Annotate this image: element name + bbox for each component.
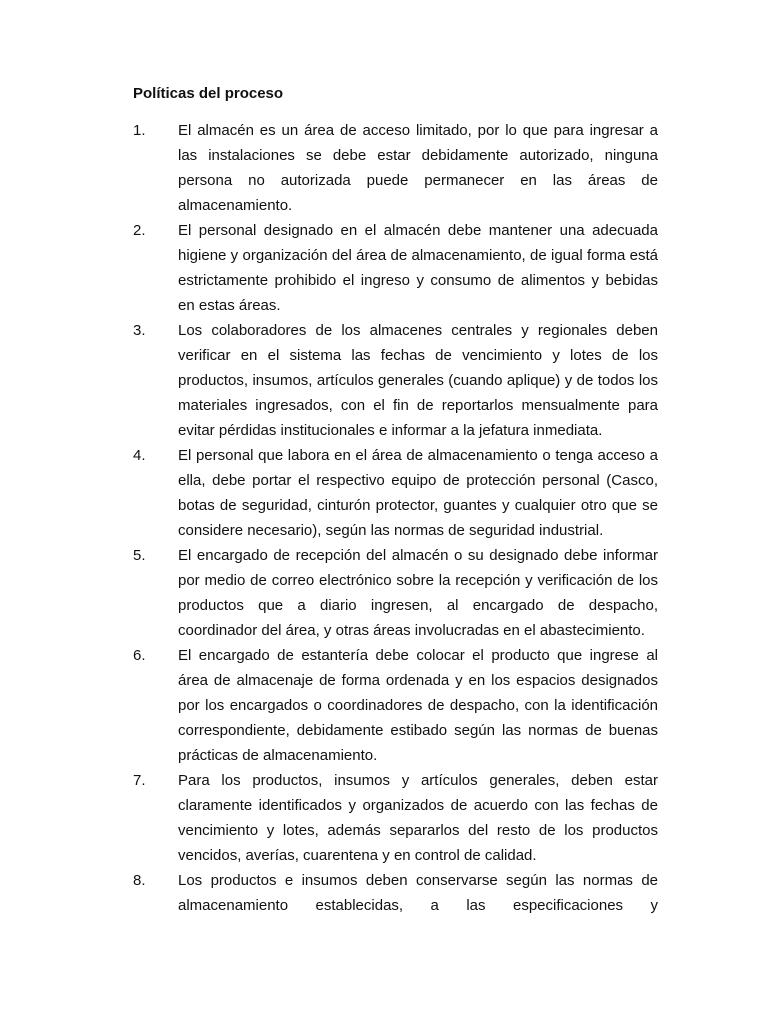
list-item — [133, 868, 658, 918]
list-item — [133, 218, 658, 318]
item-number: 6. — [133, 647, 146, 664]
item-number: 1. — [133, 122, 146, 139]
item-text: El almacén es un área de acceso limitado, por lo que para ingresar a las instalaciones se debe estar debidamente autorizado, ninguna persona no autorizada puede permanecer en las áreas de almacenamiento. — [178, 122, 658, 214]
item-number: 7. — [133, 772, 146, 789]
item-text: El personal que labora en el área de almacenamiento o tenga acceso a ella, debe portar el respectivo equipo de protección personal (Casco, botas de seguridad, cinturón protector, guantes y cualquier otro que se considere necesario), según las normas de seguridad industrial. — [178, 447, 658, 539]
item-number: 8. — [133, 872, 146, 889]
list-item — [133, 118, 658, 218]
list-item — [133, 318, 658, 443]
item-text: Para los productos, insumos y artículos generales, deben estar claramente identificados y organizados de acuerdo con las fechas de vencimiento y lotes, además separarlos del resto de los productos vencidos, averías, cuarentena y en control de calidad. — [178, 772, 658, 864]
list-item — [133, 643, 658, 768]
section-heading: Políticas del proceso — [133, 85, 284, 102]
list-item — [133, 768, 658, 868]
item-number: 5. — [133, 547, 146, 564]
item-number: 2. — [133, 222, 146, 239]
item-text: Los colaboradores de los almacenes centrales y regionales deben verificar en el sistema las fechas de vencimiento y lotes de los productos, insumos, artículos generales (cuando aplique) y de todos los materiales ingresados, con el fin de reportarlos mensualmente para evitar pérdidas institucionales e informar a la jefatura inmediata. — [178, 322, 658, 439]
item-text: El personal designado en el almacén debe mantener una adecuada higiene y organización del área de almacenamiento, de igual forma está estrictamente prohibido el ingreso y consumo de alimentos y bebidas en estas áreas. — [178, 222, 658, 314]
item-text: El encargado de estantería debe colocar el producto que ingrese al área de almacenaje de forma ordenada y en los espacios designados por los encargados o coordinadores de despacho, con la identificación correspondiente, debidamente estibado según las normas de buenas prácticas de almacenamiento. — [178, 647, 658, 764]
item-number: 4. — [133, 447, 146, 464]
item-text: Los productos e insumos deben conservarse según las normas de almacenamiento establecidas, a las especificaciones y — [178, 872, 658, 914]
list-item — [133, 543, 658, 643]
item-number: 3. — [133, 322, 146, 339]
list-item — [133, 443, 658, 543]
policy-list — [133, 118, 658, 918]
item-text: El encargado de recepción del almacén o su designado debe informar por medio de correo electrónico sobre la recepción y verificación de los productos que a diario ingresen, al encargado de despacho, coordinador del área, y otras áreas involucradas en el abastecimiento. — [178, 547, 658, 639]
